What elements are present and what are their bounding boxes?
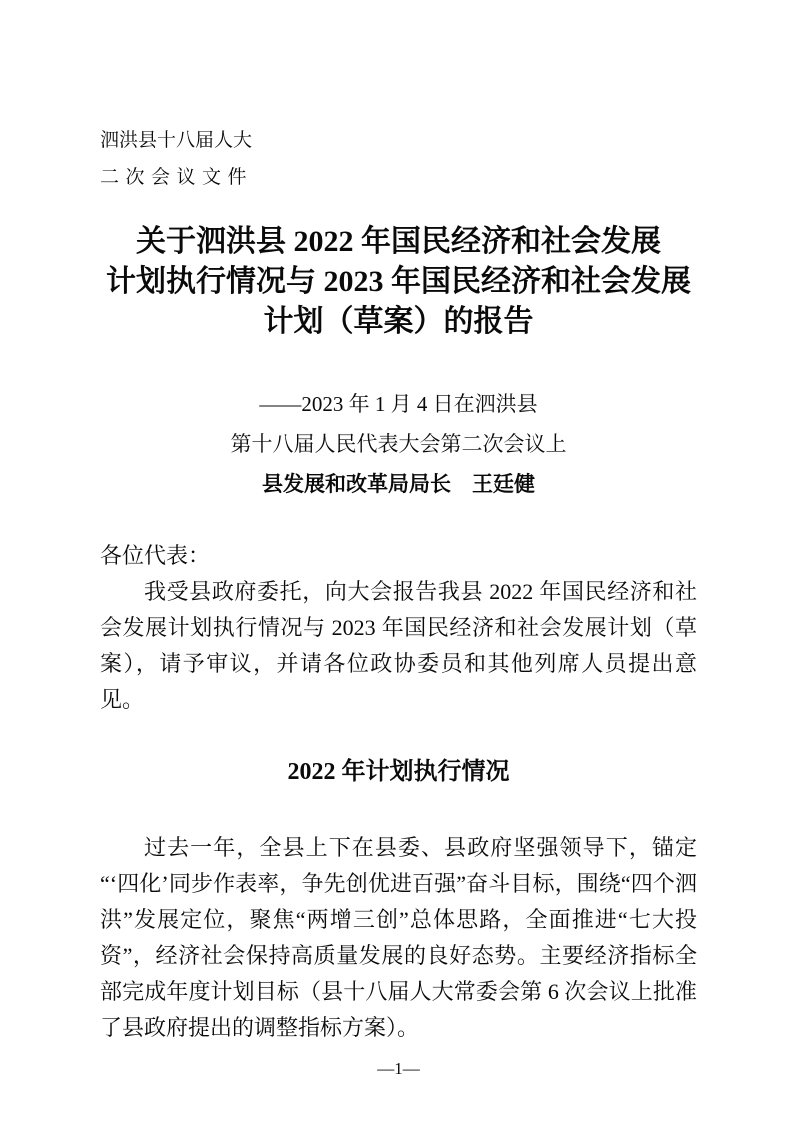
meeting-header <box>100 122 697 196</box>
title-line-2: 计划执行情况与 2023 年国民经济和社会发展 <box>106 265 691 298</box>
meeting-header-line2: 二次会议文件 <box>100 167 254 188</box>
page-footer <box>100 1058 697 1080</box>
title-line-3: 计划（草案）的报告 <box>263 305 534 338</box>
speech-date-venue: ——2023 年 1 月 4 日在泗洪县 <box>259 392 538 416</box>
salutation: 各位代表： <box>100 543 211 568</box>
title-line-1: 关于泗洪县 2022 年国民经济和社会发展 <box>136 225 661 258</box>
document-body <box>100 538 697 1046</box>
section-heading-2022-plan: 2022 年计划执行情况 <box>287 759 510 785</box>
speech-meta <box>100 384 697 504</box>
speaker-line: 县发展和改革局局长 王廷健 <box>262 472 535 496</box>
paragraph-review: 过去一年，全县上下在县委、县政府坚强领导下，锚定“‘四化’同步作表率，争先创优进百强”奋斗目标，围绕“四个泗洪”发展定位，聚焦“两增三创”总体思路，全面推进“七大投资”，经济社会保持高质量发展的良好态势。主要经济指标全部完成年度计划目标（县十八届人大常委会第 6 次会议上批准了县政府提出的调整指标方案）。 <box>100 835 697 1040</box>
paragraph-intro: 我受县政府委托，向大会报告我县 2022 年国民经济和社会发展计划执行情况与 2023 年国民经济和社会发展计划（草案），请予审议，并请各位政协委员和其他列席人员提出意见。 <box>100 579 697 712</box>
speech-occasion: 第十八届人民代表大会第二次会议上 <box>230 432 567 456</box>
meeting-header-line1: 泗洪县十八届人大 <box>100 130 253 151</box>
page-number: —1— <box>377 1059 420 1078</box>
document-title <box>100 222 697 342</box>
